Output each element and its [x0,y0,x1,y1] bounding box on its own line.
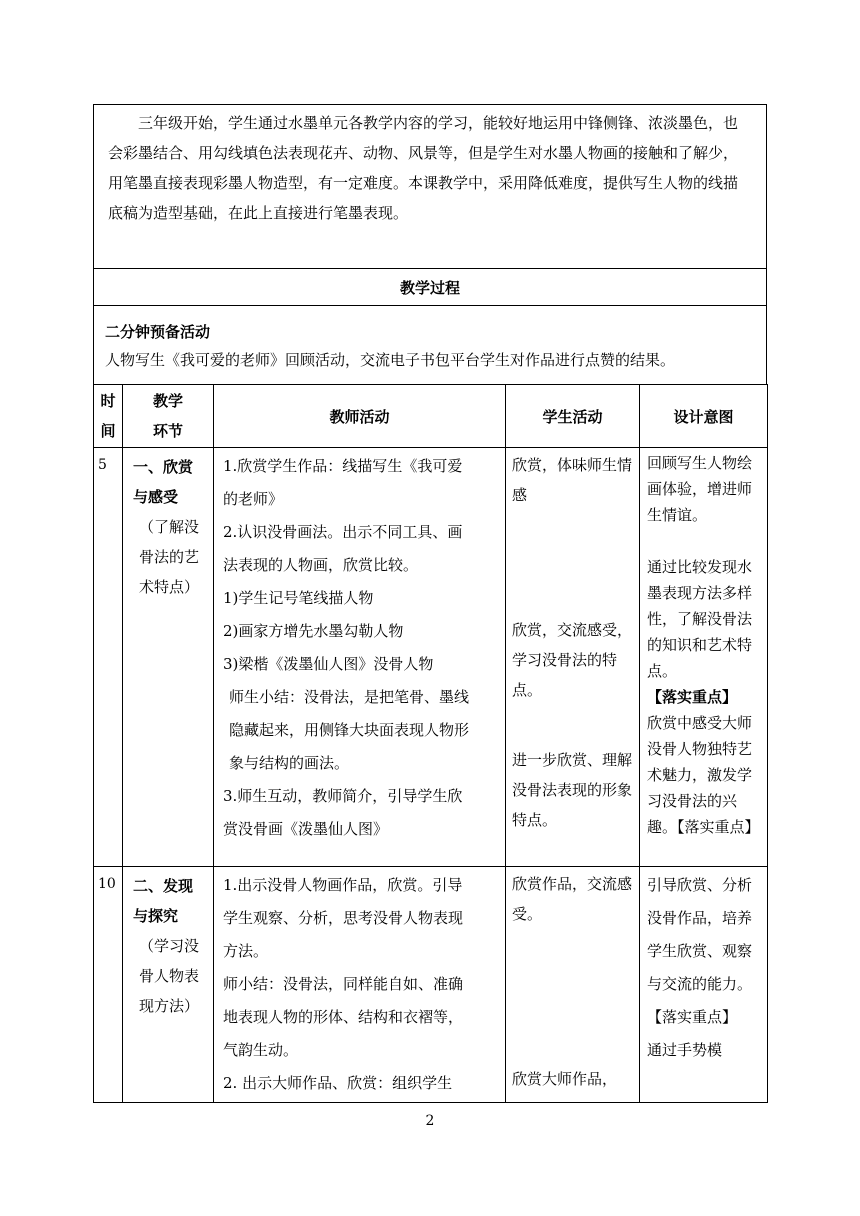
prep-heading: 二分钟预备活动 [105,323,211,341]
header-teacher: 教师活动 [214,385,506,448]
table-header-row [94,385,768,448]
row1-intent-4: 欣赏中感受大师没骨人物独特艺术魅力，激发学习没骨法的兴趣。【落实重点】 [647,714,760,836]
process-title-row [93,268,767,306]
row2-time: 10 [94,867,123,1103]
process-table [93,384,768,1103]
row1-intent-2: 通过比较发现水墨表现方法多样性，了解没骨法的知识和艺术特点。 [647,558,753,680]
prep-text: 人物写生《我可爱的老师》回顾活动，交流电子书包平台学生对作品进行点赞的结果。 [105,351,676,369]
row1-teacher: 1.欣赏学生作品：线描写生《我可爱 的老师》 2.认识没骨画法。出示不同工具、画 法表现的人物画，欣赏比较。 1)学生记号笔线描人物 2)画家方增先水墨勾勒人物 3)梁楷《泼墨仙人图》没骨人物 师生小结：没骨法，是把笔骨、墨线 隐藏起来，用侧锋大块面表现人物形 象与结构的画法。 3.师生互动，教师简介，引导学生欣 赏没骨画《泼墨仙人图》 [214,448,506,867]
prep-activity-section [93,305,767,385]
row2-intent [640,867,768,1103]
row1-link [123,448,214,867]
row1-student [506,448,640,867]
row2-link [123,867,214,1103]
row1-intent-1: 回顾写生人物绘画体验，增进师生情谊。 [647,454,753,524]
row1-link-sub: （了解没骨法的艺术特点） [138,518,199,596]
row1-intent [640,448,768,867]
row1-intent-3: 【落实重点】 [647,688,738,706]
row2-intent-1: 引导欣赏、分析没骨作品，培养学生欣赏、观察与交流的能力。【落实重点】 [647,876,753,1026]
row2-student-1: 欣赏作品，交流感受。 [512,875,633,923]
header-student: 学生活动 [506,385,640,448]
process-title: 教学过程 [399,279,460,297]
row2-student [506,867,640,1103]
page-number: 2 [425,1113,435,1129]
header-intent: 设计意图 [640,385,768,448]
row1-time: 5 [94,448,123,867]
row2-link-sub: （学习没骨人物表现方法） [138,937,199,1015]
row1-student-3: 进一步欣赏、理解没骨法表现的形象特点。 [512,751,633,829]
intro-paragraph: 三年级开始，学生通过水墨单元各教学内容的学习，能较好地运用中锋侧锋、浓淡墨色，也会彩墨结合、用勾线填色法表现花卉、动物、风景等，但是学生对水墨人物画的接触和了解少，用笔墨直接表现彩墨人物造型，有一定难度。本课教学中，采用降低难度，提供写生人物的线描底稿为造型基础，在此上直接进行笔墨表现。 [108,114,739,222]
row2-intent-2: 通过手势模 [647,1041,723,1059]
header-link: 教学 环节 [123,385,214,448]
intro-section [93,104,767,269]
row1-student-1: 欣赏，体味师生情感 [512,456,633,504]
table-row [94,867,768,1103]
table-row [94,448,768,867]
row1-student-2: 欣赏，交流感受，学习没骨法的特点。 [512,621,633,699]
row2-teacher: 1.出示没骨人物画作品，欣赏。引导 学生观察、分析，思考没骨人物表现 方法。 师小结：没骨法，同样能自如、准确 地表现人物的形体、结构和衣褶等， 气韵生动。 2. 出示大师作品、欣赏：组织学生 [214,867,506,1103]
header-time: 时 间 [94,385,123,448]
row2-student-2: 欣赏大师作品， [512,1070,618,1088]
row2-link-title: 二、发现与探究 [133,877,194,925]
row1-link-title: 一、欣赏与感受 [133,458,194,506]
